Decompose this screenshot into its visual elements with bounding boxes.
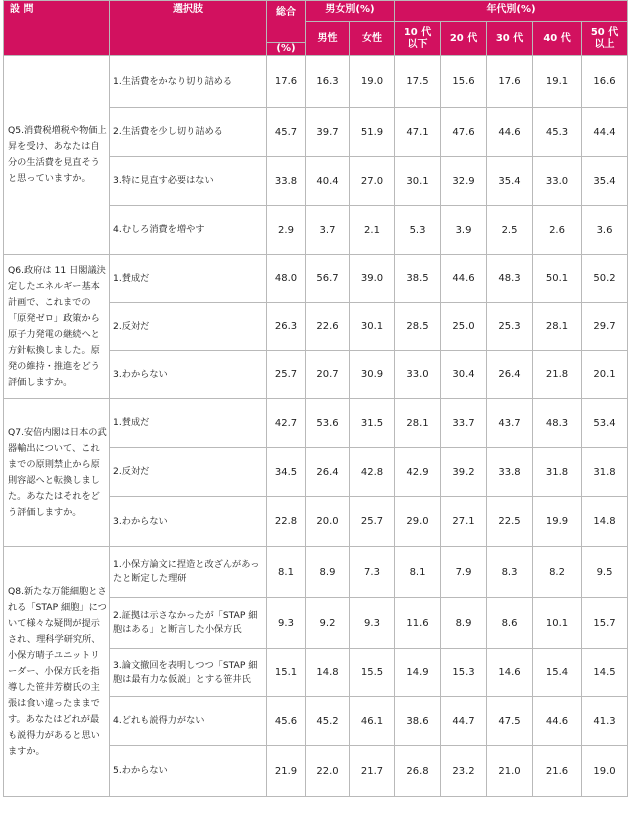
- value-cell: 44.7: [441, 697, 487, 746]
- value-cell: 40.4: [306, 157, 350, 206]
- value-cell: 21.0: [487, 746, 533, 797]
- value-cell: 16.3: [306, 56, 350, 108]
- value-cell: 3.7: [306, 206, 350, 255]
- value-cell: 8.1: [267, 547, 306, 598]
- option-label: 1.小保方論文に捏造と改ざんがあったと断定した理研: [110, 547, 267, 598]
- value-cell: 26.4: [487, 351, 533, 399]
- value-cell: 32.9: [441, 157, 487, 206]
- value-cell: 38.5: [395, 255, 441, 303]
- value-cell: 17.6: [487, 56, 533, 108]
- value-cell: 33.0: [533, 157, 582, 206]
- value-cell: 44.6: [441, 255, 487, 303]
- value-cell: 45.2: [306, 697, 350, 746]
- value-cell: 20.0: [306, 497, 350, 547]
- value-cell: 9.3: [267, 598, 306, 649]
- value-cell: 41.3: [582, 697, 628, 746]
- value-cell: 29.7: [582, 303, 628, 351]
- value-cell: 3.6: [582, 206, 628, 255]
- option-label: 2.証拠は示さなかったが「STAP 細胞はある」と断言した小保方氏: [110, 598, 267, 649]
- value-cell: 39.7: [306, 108, 350, 157]
- value-cell: 8.9: [441, 598, 487, 649]
- value-cell: 50.1: [533, 255, 582, 303]
- question-cell: Q5.消費税増税や物価上昇を受け、あなたは自分の生活費を見直そうと思っていますか。: [4, 56, 110, 255]
- option-label: 3.特に見直す必要はない: [110, 157, 267, 206]
- value-cell: 29.0: [395, 497, 441, 547]
- value-cell: 2.5: [487, 206, 533, 255]
- value-cell: 22.0: [306, 746, 350, 797]
- option-label: 3.わからない: [110, 497, 267, 547]
- value-cell: 8.3: [487, 547, 533, 598]
- value-cell: 45.6: [267, 697, 306, 746]
- header-total-unit: (%): [276, 43, 296, 54]
- header-age-40: 40 代: [543, 32, 571, 44]
- value-cell: 3.9: [441, 206, 487, 255]
- value-cell: 16.6: [582, 56, 628, 108]
- value-cell: 17.5: [395, 56, 441, 108]
- value-cell: 48.0: [267, 255, 306, 303]
- value-cell: 20.7: [306, 351, 350, 399]
- value-cell: 35.4: [487, 157, 533, 206]
- value-cell: 17.6: [267, 56, 306, 108]
- value-cell: 45.7: [267, 108, 306, 157]
- table-row: [4, 547, 628, 598]
- header-question: 設 問: [10, 4, 34, 15]
- value-cell: 47.1: [395, 108, 441, 157]
- option-label: 2.生活費を少し切り詰める: [110, 108, 267, 157]
- table-body: [4, 56, 628, 797]
- value-cell: 39.2: [441, 448, 487, 497]
- value-cell: 42.7: [267, 399, 306, 448]
- value-cell: 28.1: [533, 303, 582, 351]
- question-cell: Q6.政府は 11 日閣議決定したエネルギー基本計画で、これまでの「原発ゼロ」政策から原子力発電の継続へと方針転換しました。原発の維持・推進をどう評価しますか。: [4, 255, 110, 399]
- value-cell: 14.6: [487, 649, 533, 697]
- value-cell: 31.8: [533, 448, 582, 497]
- value-cell: 56.7: [306, 255, 350, 303]
- value-cell: 31.5: [350, 399, 395, 448]
- value-cell: 47.6: [441, 108, 487, 157]
- header-age-30: 30 代: [495, 32, 524, 44]
- table-row: [4, 56, 628, 108]
- value-cell: 10.1: [533, 598, 582, 649]
- header-total: 総合: [276, 7, 296, 18]
- value-cell: 30.1: [350, 303, 395, 351]
- value-cell: 21.9: [267, 746, 306, 797]
- value-cell: 20.1: [582, 351, 628, 399]
- value-cell: 39.0: [350, 255, 395, 303]
- value-cell: 8.1: [395, 547, 441, 598]
- value-cell: 14.8: [582, 497, 628, 547]
- value-cell: 42.9: [395, 448, 441, 497]
- value-cell: 27.1: [441, 497, 487, 547]
- header-age-50: 50 代以上: [590, 26, 619, 50]
- table-row: [4, 255, 628, 303]
- header-female: 女性: [362, 32, 382, 44]
- value-cell: 34.5: [267, 448, 306, 497]
- value-cell: 14.8: [306, 649, 350, 697]
- option-label: 4.むしろ消費を増やす: [110, 206, 267, 255]
- header-age-10: 10 代以下: [403, 26, 432, 50]
- value-cell: 33.8: [267, 157, 306, 206]
- table-row: [4, 399, 628, 448]
- value-cell: 11.6: [395, 598, 441, 649]
- header-gender-group: 男女別(%): [325, 4, 375, 15]
- value-cell: 35.4: [582, 157, 628, 206]
- value-cell: 45.3: [533, 108, 582, 157]
- value-cell: 53.6: [306, 399, 350, 448]
- value-cell: 22.8: [267, 497, 306, 547]
- value-cell: 22.6: [306, 303, 350, 351]
- value-cell: 28.5: [395, 303, 441, 351]
- value-cell: 2.6: [533, 206, 582, 255]
- option-label: 5.わからない: [110, 746, 267, 797]
- value-cell: 2.9: [267, 206, 306, 255]
- value-cell: 19.0: [582, 746, 628, 797]
- value-cell: 33.7: [441, 399, 487, 448]
- value-cell: 15.4: [533, 649, 582, 697]
- value-cell: 27.0: [350, 157, 395, 206]
- question-cell: Q7.安倍内閣は日本の武器輸出について、これまでの原則禁止から原則容認へと転換しました。あなたはそれをどう評価しますか。: [4, 399, 110, 547]
- value-cell: 25.7: [267, 351, 306, 399]
- option-label: 1.賛成だ: [110, 255, 267, 303]
- value-cell: 14.5: [582, 649, 628, 697]
- survey-table: [3, 0, 628, 797]
- header-choice: 選択肢: [173, 4, 203, 15]
- value-cell: 53.4: [582, 399, 628, 448]
- value-cell: 33.0: [395, 351, 441, 399]
- value-cell: 22.5: [487, 497, 533, 547]
- value-cell: 31.8: [582, 448, 628, 497]
- value-cell: 26.8: [395, 746, 441, 797]
- option-label: 4.どれも説得力がない: [110, 697, 267, 746]
- header-age-20: 20 代: [449, 32, 478, 44]
- value-cell: 5.3: [395, 206, 441, 255]
- value-cell: 14.9: [395, 649, 441, 697]
- value-cell: 46.1: [350, 697, 395, 746]
- value-cell: 48.3: [487, 255, 533, 303]
- value-cell: 43.7: [487, 399, 533, 448]
- value-cell: 15.6: [441, 56, 487, 108]
- value-cell: 7.9: [441, 547, 487, 598]
- value-cell: 30.4: [441, 351, 487, 399]
- option-label: 3.論文撤回を表明しつつ「STAP 細胞は最有力な仮説」とする笹井氏: [110, 649, 267, 697]
- value-cell: 9.3: [350, 598, 395, 649]
- value-cell: 8.6: [487, 598, 533, 649]
- value-cell: 7.3: [350, 547, 395, 598]
- header-male: 男性: [317, 32, 338, 44]
- option-label: 3.わからない: [110, 351, 267, 399]
- value-cell: 26.3: [267, 303, 306, 351]
- value-cell: 30.1: [395, 157, 441, 206]
- value-cell: 26.4: [306, 448, 350, 497]
- value-cell: 25.7: [350, 497, 395, 547]
- value-cell: 8.2: [533, 547, 582, 598]
- value-cell: 25.0: [441, 303, 487, 351]
- value-cell: 30.9: [350, 351, 395, 399]
- value-cell: 44.6: [533, 697, 582, 746]
- header-age-group: 年代別(%): [486, 4, 536, 15]
- value-cell: 15.3: [441, 649, 487, 697]
- value-cell: 15.7: [582, 598, 628, 649]
- value-cell: 9.2: [306, 598, 350, 649]
- value-cell: 44.6: [487, 108, 533, 157]
- value-cell: 28.1: [395, 399, 441, 448]
- value-cell: 50.2: [582, 255, 628, 303]
- value-cell: 48.3: [533, 399, 582, 448]
- value-cell: 15.1: [267, 649, 306, 697]
- option-label: 2.反対だ: [110, 303, 267, 351]
- value-cell: 21.6: [533, 746, 582, 797]
- value-cell: 21.8: [533, 351, 582, 399]
- value-cell: 9.5: [582, 547, 628, 598]
- option-label: 1.生活費をかなり切り詰める: [110, 56, 267, 108]
- value-cell: 33.8: [487, 448, 533, 497]
- value-cell: 19.1: [533, 56, 582, 108]
- value-cell: 25.3: [487, 303, 533, 351]
- question-cell: Q8.新たな万能細胞とされる「STAP 細胞」について様々な疑問が提示され、理科学研究所、小保方晴子ユニットリーダー、小保方氏を指導した笹井芳樹氏の主張は食い違ったままです。あなたはどれが最も説得力があると思いますか。: [4, 547, 110, 797]
- value-cell: 38.6: [395, 697, 441, 746]
- table-header: [4, 1, 628, 56]
- value-cell: 42.8: [350, 448, 395, 497]
- value-cell: 51.9: [350, 108, 395, 157]
- value-cell: 47.5: [487, 697, 533, 746]
- value-cell: 19.0: [350, 56, 395, 108]
- value-cell: 15.5: [350, 649, 395, 697]
- value-cell: 44.4: [582, 108, 628, 157]
- option-label: 2.反対だ: [110, 448, 267, 497]
- value-cell: 19.9: [533, 497, 582, 547]
- value-cell: 23.2: [441, 746, 487, 797]
- value-cell: 21.7: [350, 746, 395, 797]
- value-cell: 2.1: [350, 206, 395, 255]
- value-cell: 8.9: [306, 547, 350, 598]
- option-label: 1.賛成だ: [110, 399, 267, 448]
